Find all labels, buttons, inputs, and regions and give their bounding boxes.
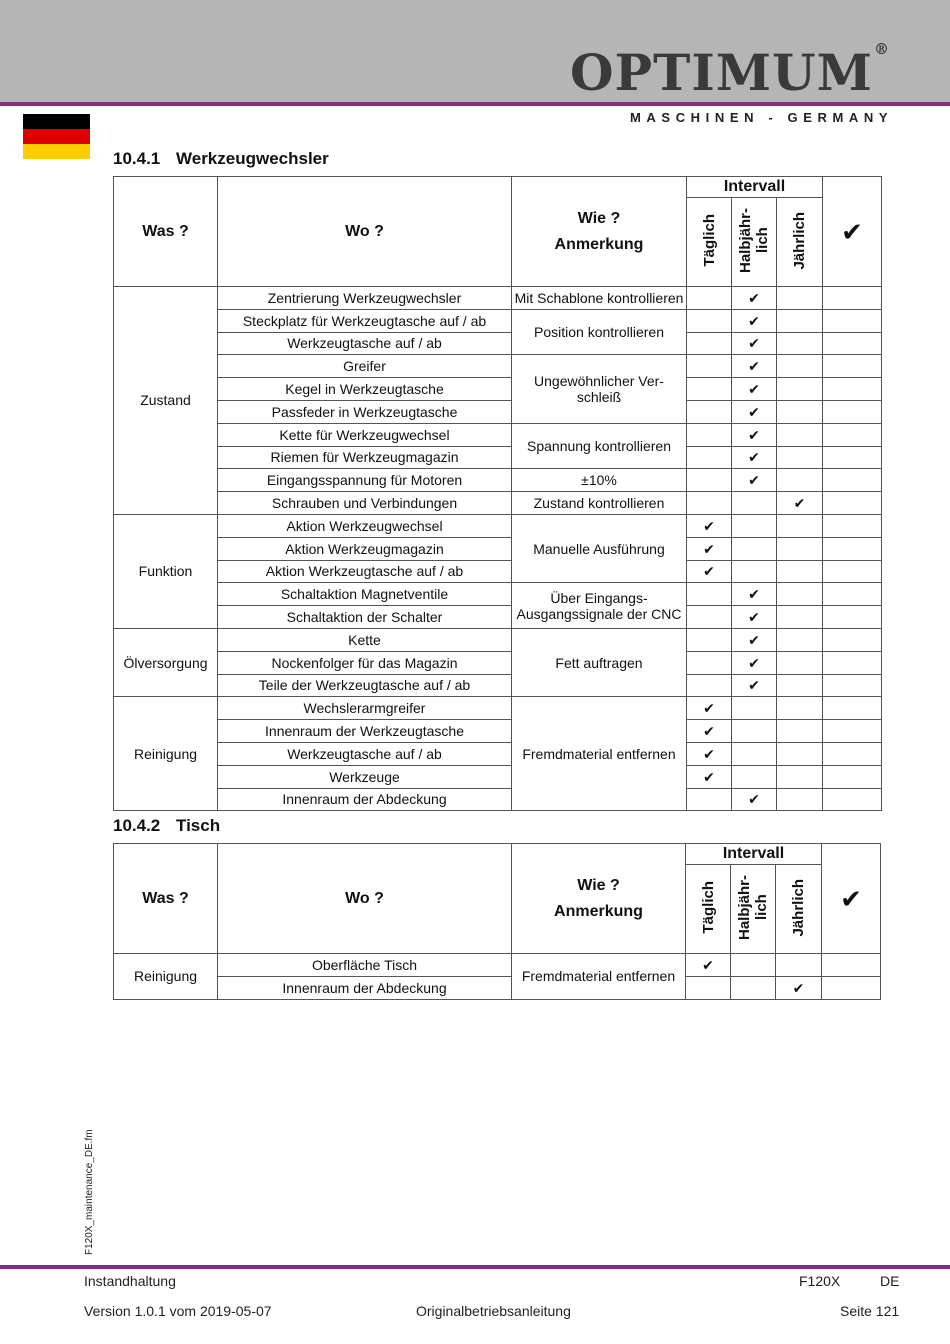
empty-cell-taeglich	[687, 355, 732, 378]
empty-cell-taeglich	[687, 469, 732, 492]
confirm-cell	[823, 469, 882, 492]
confirm-cell	[823, 514, 882, 537]
empty-cell-taeglich	[687, 651, 732, 674]
table-row	[114, 651, 882, 674]
empty-cell-taeglich	[687, 378, 732, 401]
empty-cell-taeglich	[687, 423, 732, 446]
wie-cell: Spannung kontrollieren	[512, 423, 687, 469]
table-row	[114, 400, 882, 423]
german-flag-icon	[23, 114, 90, 159]
wo-cell: Oberfläche Tisch	[218, 954, 512, 977]
group-cell: Zustand	[114, 287, 218, 515]
wo-cell: Passfeder in Werkzeugtasche	[218, 400, 512, 423]
footer-lang: DE	[880, 1273, 900, 1289]
footer-chapter: Instandhaltung	[84, 1273, 176, 1289]
table-row	[114, 954, 881, 977]
col-header-taeglich: Täglich	[687, 198, 732, 287]
wo-cell: Werkzeugtasche auf / ab	[218, 742, 512, 765]
confirm-cell	[823, 606, 882, 629]
empty-cell-halbjaehrlich	[732, 514, 777, 537]
check-icon-halbjaehrlich: ✔	[732, 583, 777, 606]
empty-cell-jaehrlich	[777, 720, 823, 743]
empty-cell-halbjaehrlich	[732, 720, 777, 743]
empty-cell-jaehrlich	[777, 742, 823, 765]
table-row	[114, 287, 882, 310]
empty-cell-jaehrlich	[777, 332, 823, 355]
table-row	[114, 583, 882, 606]
table-row	[114, 423, 882, 446]
col-header-wo: Wo ?	[218, 177, 512, 287]
table-row	[114, 446, 882, 469]
check-icon-taeglich: ✔	[686, 954, 731, 977]
wo-cell: Kette	[218, 628, 512, 651]
section-heading-werkzeugwechsler: 10.4.1 Werkzeugwechsler	[113, 149, 329, 168]
check-icon-halbjaehrlich: ✔	[732, 788, 777, 811]
wo-cell: Kegel in Werkzeugtasche	[218, 378, 512, 401]
group-cell: Ölversorgung	[114, 628, 218, 696]
empty-cell-jaehrlich	[777, 423, 823, 446]
table-row	[114, 469, 882, 492]
col-header-intervall: Intervall	[687, 177, 823, 198]
empty-cell-taeglich	[687, 446, 732, 469]
col-header-check-icon: ✔	[822, 844, 881, 954]
wie-cell: Mit Schablone kontrollieren	[512, 287, 687, 310]
check-icon-halbjaehrlich: ✔	[732, 332, 777, 355]
empty-cell-jaehrlich	[777, 765, 823, 788]
check-icon-taeglich: ✔	[687, 560, 732, 583]
check-icon-halbjaehrlich: ✔	[732, 674, 777, 697]
empty-cell-jaehrlich	[777, 697, 823, 720]
check-icon-halbjaehrlich: ✔	[732, 446, 777, 469]
empty-cell-jaehrlich	[777, 560, 823, 583]
col-header-taeglich: Täglich	[686, 865, 731, 954]
confirm-cell	[823, 309, 882, 332]
maintenance-table-tisch	[113, 843, 881, 1000]
wie-cell: Position kontrollieren	[512, 309, 687, 355]
empty-cell-taeglich	[687, 287, 732, 310]
empty-cell-taeglich	[687, 606, 732, 629]
confirm-cell	[823, 560, 882, 583]
empty-cell-taeglich	[687, 492, 732, 515]
empty-cell-halbjaehrlich	[731, 954, 776, 977]
table-row	[114, 537, 882, 560]
wie-cell: Fett auftragen	[512, 628, 687, 696]
col-header-check-icon: ✔	[823, 177, 882, 287]
table-row	[114, 514, 882, 537]
wo-cell: Innenraum der Abdeckung	[218, 976, 512, 999]
table-row	[114, 765, 882, 788]
footer-doc-type: Originalbetriebsanleitung	[416, 1303, 571, 1319]
wie-cell: Zustand kontrollieren	[512, 492, 687, 515]
check-icon-halbjaehrlich: ✔	[732, 400, 777, 423]
wo-cell: Riemen für Werkzeugmagazin	[218, 446, 512, 469]
wie-cell: Fremdmaterial entfernen	[512, 954, 686, 1000]
empty-cell-taeglich	[687, 788, 732, 811]
col-header-was: Was ?	[114, 844, 218, 954]
check-icon-halbjaehrlich: ✔	[732, 606, 777, 629]
empty-cell-jaehrlich	[777, 469, 823, 492]
empty-cell-jaehrlich	[777, 628, 823, 651]
confirm-cell	[823, 720, 882, 743]
empty-cell-taeglich	[687, 332, 732, 355]
confirm-cell	[823, 446, 882, 469]
check-icon-taeglich: ✔	[687, 514, 732, 537]
confirm-cell	[823, 355, 882, 378]
empty-cell-taeglich	[687, 583, 732, 606]
check-icon-halbjaehrlich: ✔	[732, 423, 777, 446]
wo-cell: Nockenfolger für das Magazin	[218, 651, 512, 674]
table-row	[114, 628, 882, 651]
table-row	[114, 697, 882, 720]
wie-cell: ±10%	[512, 469, 687, 492]
empty-cell-taeglich	[687, 309, 732, 332]
wo-cell: Werkzeugtasche auf / ab	[218, 332, 512, 355]
col-header-was: Was ?	[114, 177, 218, 287]
brand-logo: OPTIMUM®	[569, 40, 890, 102]
confirm-cell	[823, 788, 882, 811]
empty-cell-jaehrlich	[777, 446, 823, 469]
empty-cell-jaehrlich	[777, 309, 823, 332]
confirm-cell	[823, 287, 882, 310]
confirm-cell	[823, 583, 882, 606]
confirm-cell	[823, 378, 882, 401]
table-row	[114, 742, 882, 765]
table-row	[114, 309, 882, 332]
table-row	[114, 492, 882, 515]
group-cell: Reinigung	[114, 954, 218, 1000]
check-icon-halbjaehrlich: ✔	[732, 628, 777, 651]
confirm-cell	[823, 537, 882, 560]
table-row	[114, 355, 882, 378]
wo-cell: Zentrierung Werkzeugwechsler	[218, 287, 512, 310]
table-row	[114, 606, 882, 629]
check-icon-taeglich: ✔	[687, 537, 732, 560]
group-cell: Funktion	[114, 514, 218, 628]
section-heading-tisch: 10.4.2 Tisch	[113, 816, 221, 835]
maintenance-table-werkzeugwechsler	[113, 176, 882, 811]
check-icon-halbjaehrlich: ✔	[732, 651, 777, 674]
wo-cell: Innenraum der Abdeckung	[218, 788, 512, 811]
confirm-cell	[823, 742, 882, 765]
check-icon-halbjaehrlich: ✔	[732, 355, 777, 378]
table-row	[114, 976, 881, 999]
header-divider	[0, 102, 950, 106]
check-icon-halbjaehrlich: ✔	[732, 287, 777, 310]
col-header-wie: Wie ? Anmerkung	[512, 844, 686, 954]
footer-version: Version 1.0.1 vom 2019-05-07	[84, 1303, 272, 1319]
col-header-halbjaehrlich: Halbjähr- lich	[732, 198, 777, 287]
empty-cell-jaehrlich	[777, 606, 823, 629]
footer-divider	[0, 1265, 950, 1269]
empty-cell-jaehrlich	[776, 954, 822, 977]
wo-cell: Kette für Werkzeugwechsel	[218, 423, 512, 446]
empty-cell-halbjaehrlich	[732, 697, 777, 720]
wo-cell: Steckplatz für Werkzeugtasche auf / ab	[218, 309, 512, 332]
footer-filename: F120X_maintenance_DE.fm	[84, 1129, 95, 1255]
table-row	[114, 788, 882, 811]
empty-cell-taeglich	[686, 976, 731, 999]
brand-tagline: MASCHINEN - GERMANY	[630, 110, 894, 125]
empty-cell-jaehrlich	[777, 651, 823, 674]
wo-cell: Aktion Werkzeugwechsel	[218, 514, 512, 537]
check-icon-jaehrlich: ✔	[777, 492, 823, 515]
wo-cell: Aktion Werkzeugtasche auf / ab	[218, 560, 512, 583]
footer-page: Seite 121	[840, 1303, 900, 1319]
empty-cell-taeglich	[687, 628, 732, 651]
confirm-cell	[823, 697, 882, 720]
group-cell: Reinigung	[114, 697, 218, 811]
wo-cell: Eingangsspannung für Motoren	[218, 469, 512, 492]
table-row	[114, 332, 882, 355]
empty-cell-taeglich	[687, 674, 732, 697]
col-header-intervall: Intervall	[686, 844, 822, 865]
wo-cell: Schaltaktion der Schalter	[218, 606, 512, 629]
check-icon-jaehrlich: ✔	[776, 976, 822, 999]
confirm-cell	[822, 954, 881, 977]
confirm-cell	[823, 765, 882, 788]
empty-cell-jaehrlich	[777, 788, 823, 811]
table-row	[114, 378, 882, 401]
empty-cell-halbjaehrlich	[732, 742, 777, 765]
check-icon-halbjaehrlich: ✔	[732, 469, 777, 492]
confirm-cell	[823, 423, 882, 446]
empty-cell-halbjaehrlich	[731, 976, 776, 999]
empty-cell-jaehrlich	[777, 514, 823, 537]
footer-model: F120X	[799, 1273, 841, 1289]
col-header-jaehrlich: Jährlich	[776, 865, 822, 954]
wie-cell: Fremdmaterial entfernen	[512, 697, 687, 811]
empty-cell-halbjaehrlich	[732, 765, 777, 788]
empty-cell-halbjaehrlich	[732, 492, 777, 515]
check-icon-taeglich: ✔	[687, 720, 732, 743]
col-header-wo: Wo ?	[218, 844, 512, 954]
check-icon-halbjaehrlich: ✔	[732, 378, 777, 401]
wo-cell: Innenraum der Werkzeugtasche	[218, 720, 512, 743]
wo-cell: Wechslerarmgreifer	[218, 697, 512, 720]
check-icon-taeglich: ✔	[687, 697, 732, 720]
check-icon-taeglich: ✔	[687, 742, 732, 765]
empty-cell-jaehrlich	[777, 355, 823, 378]
wo-cell: Schrauben und Verbindungen	[218, 492, 512, 515]
wie-cell: Über Eingangs-Ausgangssignale der CNC	[512, 583, 687, 629]
empty-cell-halbjaehrlich	[732, 537, 777, 560]
table-row	[114, 720, 882, 743]
confirm-cell	[823, 674, 882, 697]
confirm-cell	[823, 651, 882, 674]
wie-cell: Manuelle Ausführung	[512, 514, 687, 582]
wo-cell: Werkzeuge	[218, 765, 512, 788]
wie-cell: Ungewöhnlicher Ver-schleiß	[512, 355, 687, 423]
table-row	[114, 560, 882, 583]
check-icon-halbjaehrlich: ✔	[732, 309, 777, 332]
confirm-cell	[823, 492, 882, 515]
confirm-cell	[822, 976, 881, 999]
empty-cell-jaehrlich	[777, 674, 823, 697]
wo-cell: Greifer	[218, 355, 512, 378]
wo-cell: Aktion Werkzeugmagazin	[218, 537, 512, 560]
check-icon-taeglich: ✔	[687, 765, 732, 788]
confirm-cell	[823, 628, 882, 651]
empty-cell-jaehrlich	[777, 400, 823, 423]
col-header-wie: Wie ? Anmerkung	[512, 177, 687, 287]
col-header-jaehrlich: Jährlich	[777, 198, 823, 287]
empty-cell-jaehrlich	[777, 378, 823, 401]
empty-cell-halbjaehrlich	[732, 560, 777, 583]
wo-cell: Teile der Werkzeugtasche auf / ab	[218, 674, 512, 697]
empty-cell-jaehrlich	[777, 287, 823, 310]
confirm-cell	[823, 332, 882, 355]
empty-cell-jaehrlich	[777, 583, 823, 606]
empty-cell-taeglich	[687, 400, 732, 423]
col-header-halbjaehrlich: Halbjähr- lich	[731, 865, 776, 954]
wo-cell: Schaltaktion Magnetventile	[218, 583, 512, 606]
table-row	[114, 674, 882, 697]
confirm-cell	[823, 400, 882, 423]
empty-cell-jaehrlich	[777, 537, 823, 560]
